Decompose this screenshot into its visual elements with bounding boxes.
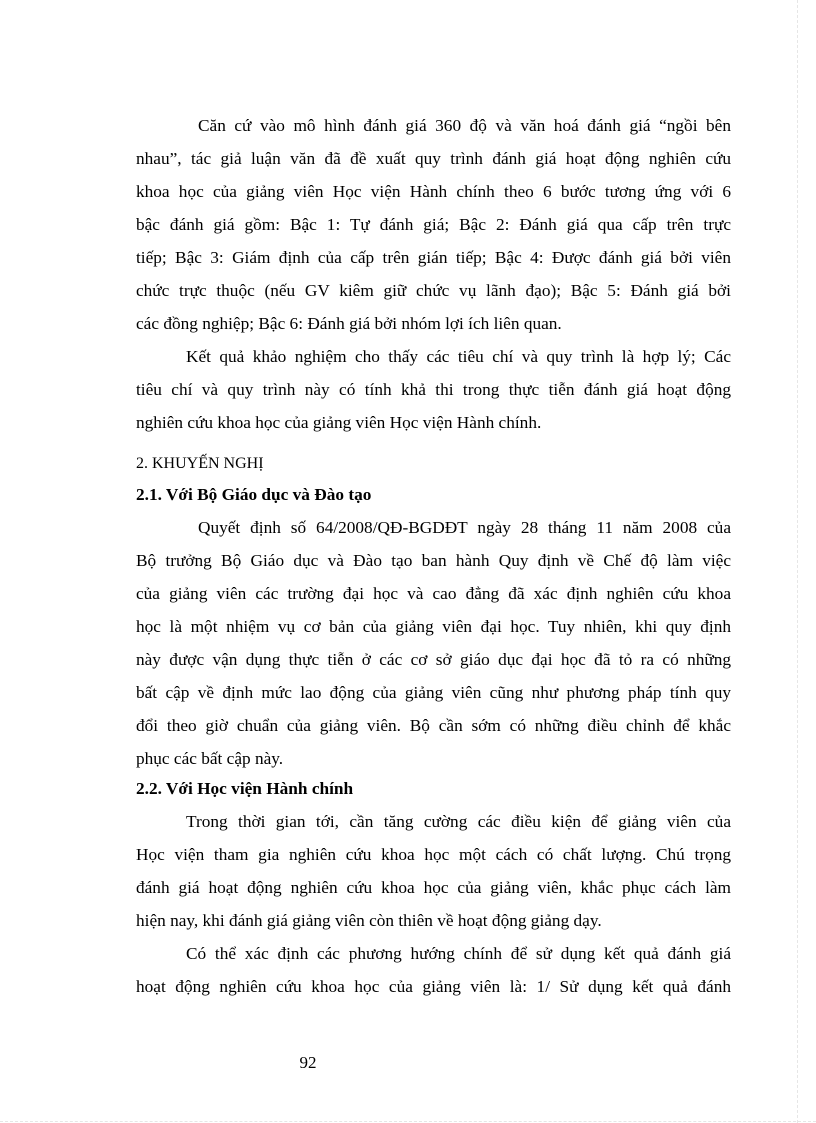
paragraph-line: nhau”, tác giả luận văn đã đề xuất quy trình đánh giá hoạt động nghiên cứu — [136, 149, 731, 168]
paragraph-line: hiện nay, khi đánh giá giảng viên còn thiên về hoạt động giảng dạy. — [136, 911, 602, 930]
paragraph-line: bất cập về định mức lao động của giảng viên cũng như phương pháp tính quy — [136, 683, 731, 702]
section-heading: 2. KHUYẾN NGHỊ — [136, 455, 264, 472]
subsection-heading: 2.1. Với Bộ Giáo dục và Đào tạo — [136, 485, 372, 504]
paragraph-line: Quyết định số 64/2008/QĐ-BGDĐT ngày 28 tháng 11 năm 2008 của — [198, 518, 731, 537]
page-number: 92 — [299, 1053, 317, 1072]
paragraph-line: Bộ trưởng Bộ Giáo dục và Đào tạo ban hành Quy định về Chế độ làm việc — [136, 551, 731, 570]
paragraph-line: Học viện tham gia nghiên cứu khoa học một cách có chất lượng. Chú trọng — [136, 845, 731, 864]
paragraph-line: hoạt động nghiên cứu khoa học của giảng viên là: 1/ Sử dụng kết quả đánh — [136, 977, 731, 996]
subsection-heading: 2.2. Với Học viện Hành chính — [136, 779, 354, 798]
paragraph-line: Trong thời gian tới, cần tăng cường các điều kiện để giảng viên của — [186, 812, 731, 831]
paragraph-line: đổi theo giờ chuẩn của giảng viên. Bộ cần sớm có những điều chỉnh để khắc — [136, 716, 731, 735]
paragraph-line: các đồng nghiệp; Bậc 6: Đánh giá bởi nhóm lợi ích liên quan. — [136, 314, 562, 333]
paragraph-line: Có thể xác định các phương hướng chính để sử dụng kết quả đánh giá — [186, 944, 731, 963]
paragraph-line: của giảng viên các trường đại học và cao đẳng đã xác định nghiên cứu khoa — [136, 584, 731, 603]
paragraph-line: chức trực thuộc (nếu GV kiêm giữ chức vụ lãnh đạo); Bậc 5: Đánh giá bởi — [136, 281, 731, 300]
paragraph-line: khoa học của giảng viên Học viện Hành chính theo 6 bước tương ứng với 6 — [136, 182, 731, 201]
paragraph-line: phục các bất cập này. — [136, 749, 284, 768]
paragraph-line: bậc đánh giá gồm: Bậc 1: Tự đánh giá; Bậc 2: Đánh giá qua cấp trên trực — [136, 215, 731, 234]
page-margin-guide — [797, 0, 798, 1123]
paragraph-line: này được vận dụng thực tiễn ở các cơ sở giáo dục đại học đã tỏ ra có những — [136, 650, 731, 669]
paragraph-line: tiếp; Bậc 3: Giám định của cấp trên gián tiếp; Bậc 4: Được đánh giá bởi viên — [136, 248, 731, 267]
paragraph-line: Kết quả khảo nghiệm cho thấy các tiêu chí và quy trình là hợp lý; Các — [186, 347, 731, 366]
paragraph-line: tiêu chí và quy trình này có tính khả thi trong thực tiễn đánh giá hoạt động — [136, 380, 731, 399]
paragraph-line: Căn cứ vào mô hình đánh giá 360 độ và văn hoá đánh giá “ngồi bên — [198, 116, 731, 135]
paragraph-line: nghiên cứu khoa học của giảng viên Học viện Hành chính. — [136, 413, 542, 432]
paragraph-line: học là một nhiệm vụ cơ bản của giảng viên đại học. Tuy nhiên, khi quy định — [136, 617, 731, 636]
paragraph-line: đánh giá hoạt động nghiên cứu khoa học của giảng viên, khắc phục cách làm — [136, 878, 731, 897]
page-margin-guide — [0, 1121, 816, 1122]
